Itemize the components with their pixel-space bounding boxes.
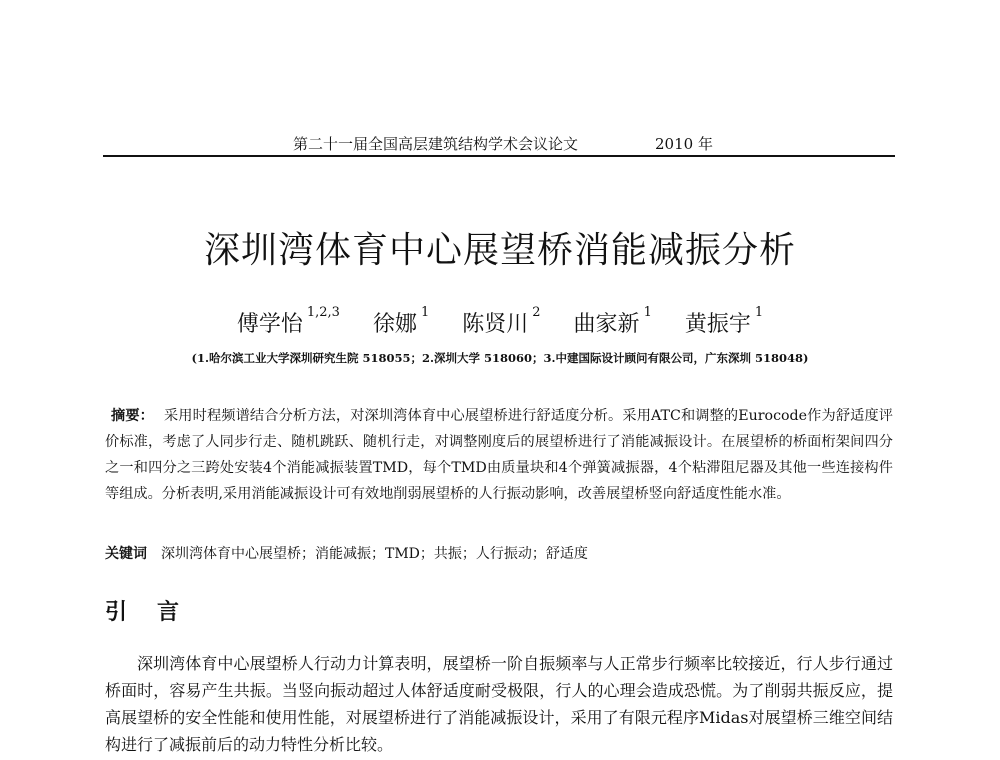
author xyxy=(462,307,540,338)
conference-year: 2010 年 xyxy=(655,135,713,153)
author-name: 黄振宇 xyxy=(684,312,751,337)
author xyxy=(237,307,340,338)
author-name: 陈贤川 xyxy=(462,312,529,337)
author-affiliation-ref: 1 xyxy=(754,305,764,320)
author-name: 傅学怡 xyxy=(236,312,303,337)
keywords xyxy=(105,543,893,563)
body-paragraph: 深圳湾体育中心展望桥人行动力计算表明，展望桥一阶自振频率与人正常步行频率比较接近，行人步行通过桥面时，容易产生共振。当竖向振动超过人体舒适度耐受极限，行人的心理会造成恐慌。为了削弱共振反应，提高展望桥的安全性能和使用性能，对展望桥进行了消能减振设计，采用了有限元程序Midas对展望桥三维空间结构进行了减振前后的动力特性分析比较。 xyxy=(105,654,893,754)
author-affiliation-ref: 2 xyxy=(532,305,541,320)
author xyxy=(574,307,652,338)
paper-title: 深圳湾体育中心展望桥消能减振分析 xyxy=(203,230,796,271)
abstract-label: 摘要： xyxy=(111,408,154,424)
author xyxy=(685,307,763,338)
running-header xyxy=(103,133,895,157)
abstract-text: 采用时程频谱结合分析方法，对深圳湾体育中心展望桥进行舒适度分析。采用ATC和调整的Eurocode作为舒适度评价标准，考虑了人同步行走、随机跳跃、随机行走，对调整刚度后的展望桥进行了消能减振设计。在展望桥的桥面桁架间四分之一和四分之三跨处安装4个消能减振装置TMD，每个TMD由质量块和4个弹簧减振器，4个粘滞阻尼器及其他一些连接构件等组成。分析表明,采用消能减振设计可有效地削弱展望桥的人行振动影响，改善展望桥竖向舒适度性能水准。 xyxy=(105,408,893,502)
author xyxy=(373,307,429,338)
abstract xyxy=(105,403,893,507)
keywords-text: 深圳湾体育中心展望桥；消能减振；TMD；共振；人行振动；舒适度 xyxy=(161,546,588,562)
author-affiliation-ref: 1 xyxy=(643,305,652,320)
author-name: 徐娜 xyxy=(372,312,417,337)
author-affiliation-ref: 1 xyxy=(420,305,430,320)
author-affiliation-ref: 1,2,3 xyxy=(306,305,340,320)
author-list xyxy=(0,307,1000,338)
author-name: 曲家新 xyxy=(573,312,640,337)
section-heading: 引言 xyxy=(105,600,210,625)
conference-name: 第二十一届全国高层建筑结构学术会议论文 xyxy=(293,135,579,153)
affiliations: (1.哈尔滨工业大学深圳研究生院 518055；2.深圳大学 518060；3.中建国际设计顾问有限公司，广东深圳 518048) xyxy=(191,351,809,365)
keywords-label: 关键词 xyxy=(105,546,147,562)
